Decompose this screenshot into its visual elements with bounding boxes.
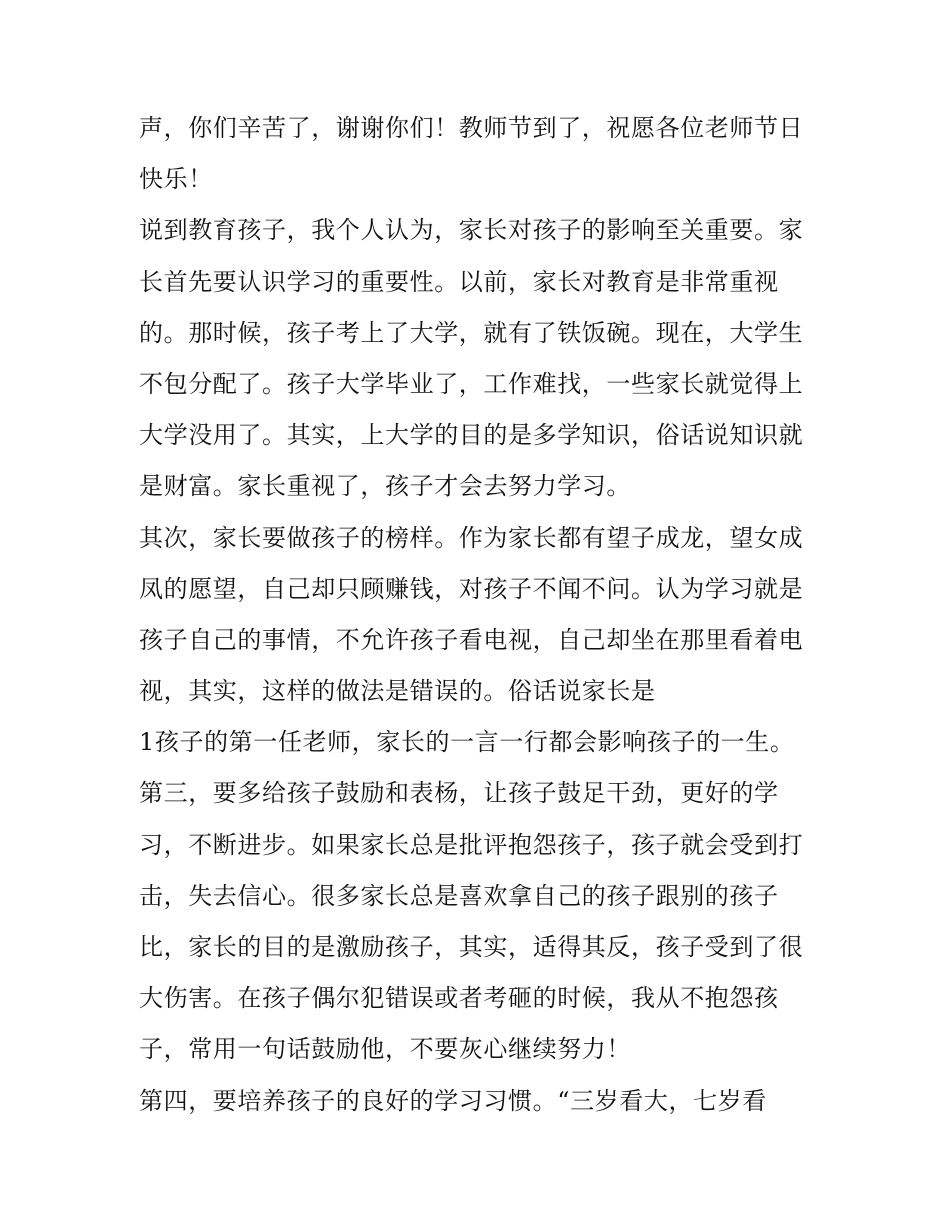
document-body-text xyxy=(139,103,829,1127)
text-line: 大伤害。在孩子偶尔犯错误或者考砸的时候，我从不抱怨孩 xyxy=(139,984,779,1013)
text-line: 声，你们辛苦了，谢谢你们！教师节到了，祝愿各位老师节日 xyxy=(139,114,804,142)
text-line: 比，家长的目的是激励孩子，其实，适得其反，孩子受到了很 xyxy=(139,933,804,961)
text-line: 视，其实，这样的做法是错误的。俗话说家长是 xyxy=(139,677,656,706)
text-line: 大学没用了。其实，上大学的目的是多学知识，俗话说知识就 xyxy=(139,421,804,450)
text-line: 第四，要培养孩子的良好的学习习惯。“三岁看大，七岁看 xyxy=(139,1086,767,1115)
text-line: 第三，要多给孩子鼓励和表杨，让孩子鼓足干劲，更好的学 xyxy=(139,779,779,808)
text-line: 子，常用一句话鼓励他，不要灰心继续努力！ xyxy=(139,1035,631,1064)
text-line: 说到教育孩子，我个人认为，家长对孩子的影响至关重要。家 xyxy=(139,216,804,245)
text-line: 孩子自己的事情，不允许孩子看电视，自己却坐在那里看着电 xyxy=(139,625,804,654)
text-line: 不包分配了。孩子大学毕业了，工作难找，一些家长就觉得上 xyxy=(139,369,804,398)
text-line: 1孩子的第一任老师，家长的一言一行都会影响孩子的一生。 xyxy=(139,728,795,757)
text-line: 其次，家长要做孩子的榜样。作为家长都有望子成龙，望女成 xyxy=(139,523,804,552)
text-line: 的。那时候，孩子考上了大学，就有了铁饭碗。现在，大学生 xyxy=(139,318,804,347)
text-line: 习，不断进步。如果家长总是批评抱怨孩子，孩子就会受到打 xyxy=(139,830,804,859)
text-line: 是财富。家长重视了，孩子才会去努力学习。 xyxy=(139,472,631,501)
text-line: 长首先要认识学习的重要性。以前，家长对教育是非常重视 xyxy=(139,267,779,296)
text-line: 凤的愿望，自己却只顾赚钱，对孩子不闻不问。认为学习就是 xyxy=(139,574,804,603)
text-line: 击，失去信心。很多家长总是喜欢拿自己的孩子跟别的孩子 xyxy=(139,881,779,910)
text-line: 快乐！ xyxy=(139,165,213,194)
